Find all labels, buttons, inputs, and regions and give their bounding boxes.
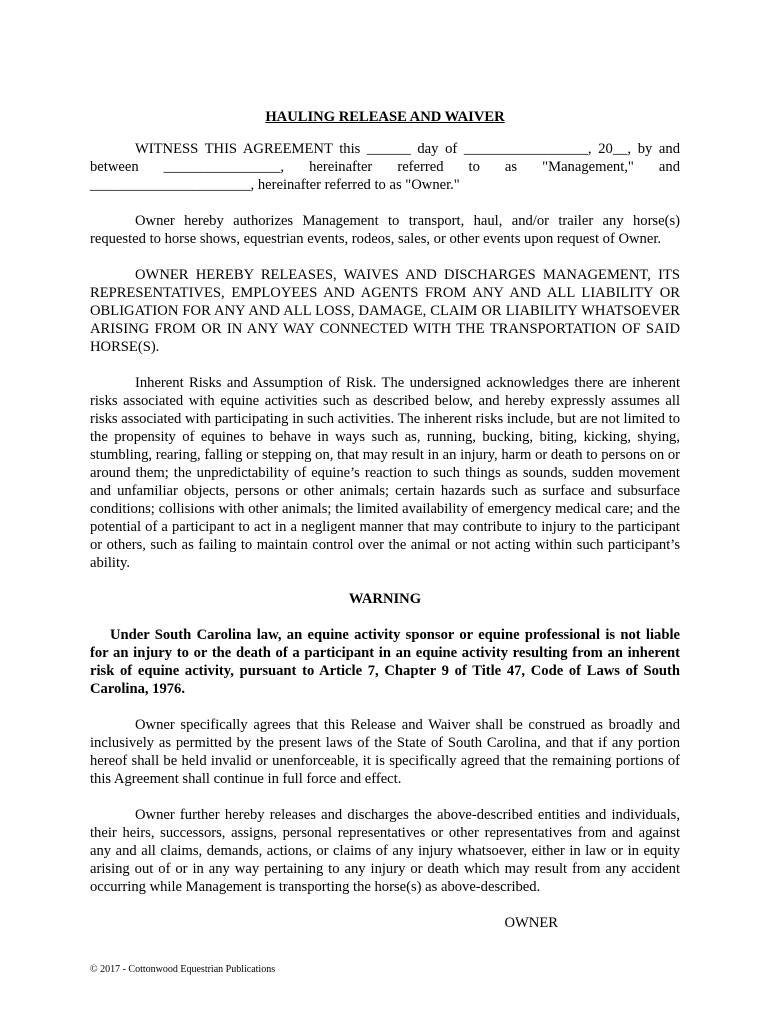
inherent-risks-paragraph: Inherent Risks and Assumption of Risk. The undersigned acknowledges there are inherent risks associated with equine activities such as described below, and hereby expressly assumes all risks associated with participating in such activities. The inherent risks include, but are not limited to the propensity of equines to behave in ways such as, running, bucking, biting, kicking, shying, stumbling, rearing, falling or stepping on, that may result in an injury, harm or death to persons on or around them; the unpredictability of equine’s reaction to such things as sounds, sudden movement and unfamiliar objects, persons or other animals; certain hazards such as surface and subsurface conditions; collisions with other animals; the limited availability of emergency medical care; and the potential of a participant to act in a negligent manner that may contribute to injury to the participant or others, such as failing to maintain control over the animal or not acting within such participant’s ability.: [90, 375, 680, 571]
witness-line-3: ______________________, hereinafter referred to as "Owner.": [90, 177, 460, 193]
document-page: [90, 108, 680, 932]
warning-heading: WARNING: [348, 591, 422, 607]
copyright-footer: © 2017 - Cottonwood Equestrian Publications: [90, 964, 276, 975]
warning-paragraph: Under South Carolina law, an equine activity sponsor or equine professional is not liable for an injury to or the death of a participant in an equine activity resulting from an inherent risk of equine activity, pursuant to Article 7, Chapter 9 of Title 47, Code of Laws of South Carolina, 1976.: [90, 627, 680, 697]
witness-line-2: between ________________, hereinafter referred to as "Management," and: [90, 159, 680, 175]
document-title: HAULING RELEASE AND WAIVER: [265, 109, 505, 125]
release-paragraph: OWNER HEREBY RELEASES, WAIVES AND DISCHARGES MANAGEMENT, ITS REPRESENTATIVES, EMPLOYEES AND AGENTS FROM ANY AND ALL LIABILITY OR OBLIGATION FOR ANY AND ALL LOSS, DAMAGE, CLAIM OR LIABILITY WHATSOEVER ARISING FROM OR IN ANY WAY CONNECTED WITH THE TRANSPORTATION OF SAID HORSE(S).: [90, 267, 680, 355]
authorization-paragraph: Owner hereby authorizes Management to transport, haul, and/or trailer any horse(s) requested to horse shows, equestrian events, rodeos, sales, or other events upon request of Owner.: [90, 213, 680, 247]
further-release-paragraph: Owner further hereby releases and discharges the above-described entities and individuals, their heirs, successors, assigns, personal representatives or other representatives from and against any and all claims, demands, actions, or claims of any injury whatsoever, either in law or in equity arising out of or in any way pertaining to any injury or death which may result from any accident occurring while Management is transporting the horse(s) as above-described.: [90, 807, 680, 895]
witness-block: [90, 140, 680, 194]
owner-signature-label: OWNER: [504, 915, 558, 931]
witness-line-1: WITNESS THIS AGREEMENT this ______ day of _________________, 20__, by and: [135, 141, 680, 157]
construction-paragraph: Owner specifically agrees that this Release and Waiver shall be construed as broadly and inclusively as permitted by the present laws of the State of South Carolina, and that if any portion hereof shall be held invalid or unenforceable, it is specifically agreed that the remaining portions of this Agreement shall continue in full force and effect.: [90, 717, 680, 787]
